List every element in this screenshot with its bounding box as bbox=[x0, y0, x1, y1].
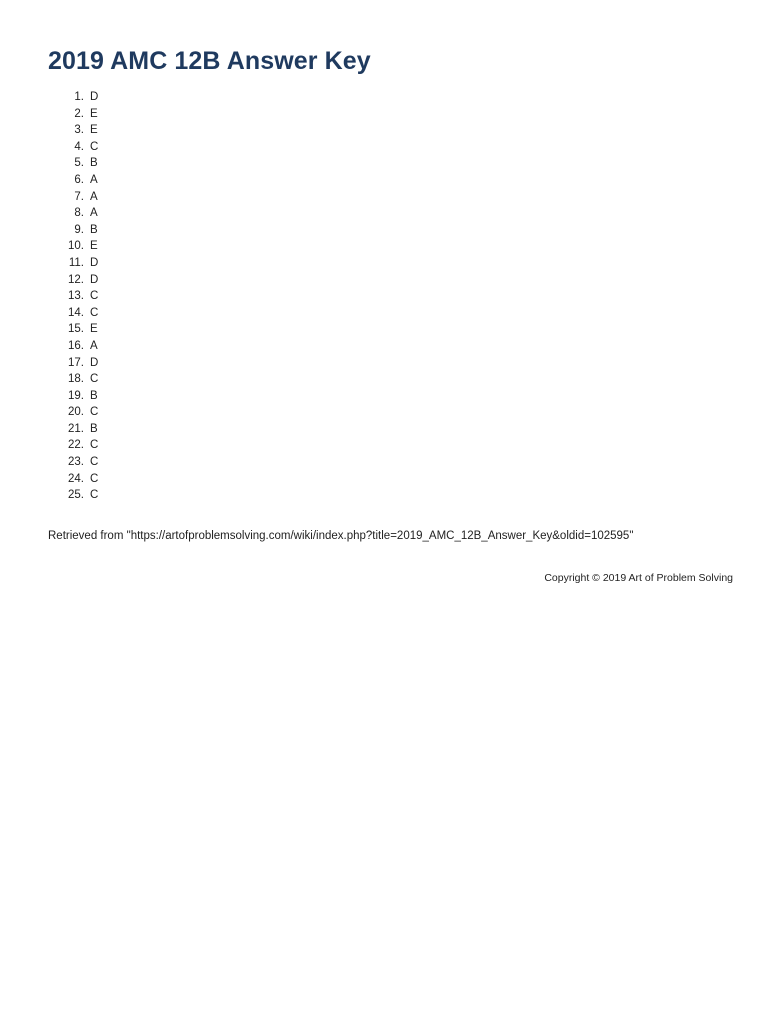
answer-item bbox=[48, 139, 98, 156]
answer-item bbox=[48, 288, 98, 305]
answer-number: 23. bbox=[68, 456, 84, 469]
answer-number: 10. bbox=[68, 240, 84, 253]
answer-item bbox=[48, 272, 98, 289]
answer-letter: B bbox=[90, 389, 98, 402]
answer-number: 2. bbox=[74, 107, 84, 120]
answer-letter: A bbox=[90, 173, 98, 186]
answer-number: 5. bbox=[74, 157, 84, 170]
answer-item bbox=[48, 487, 98, 504]
answer-number: 6. bbox=[74, 173, 84, 186]
answer-item bbox=[48, 321, 98, 338]
answer-number: 13. bbox=[68, 290, 84, 303]
answer-number: 12. bbox=[68, 273, 84, 286]
answer-number: 25. bbox=[68, 489, 84, 502]
answer-letter: D bbox=[90, 91, 99, 103]
answer-number: 17. bbox=[68, 356, 84, 369]
answer-number: 11. bbox=[68, 256, 84, 269]
answer-item bbox=[48, 421, 98, 438]
answer-number: 15. bbox=[68, 323, 84, 336]
answer-letter: C bbox=[90, 306, 99, 319]
answer-letter: A bbox=[90, 207, 98, 220]
answer-letter: C bbox=[90, 456, 99, 469]
answer-item bbox=[48, 355, 98, 372]
answer-number: 14. bbox=[68, 306, 84, 319]
answer-letter: B bbox=[90, 422, 98, 435]
answer-item bbox=[48, 255, 98, 272]
answer-number: 1. bbox=[74, 91, 84, 103]
answer-letter: A bbox=[90, 339, 98, 352]
answer-letter: E bbox=[90, 323, 98, 336]
answer-letter: D bbox=[90, 256, 99, 269]
answer-letter: A bbox=[90, 190, 98, 203]
answer-item bbox=[48, 222, 98, 239]
answer-letter: D bbox=[90, 356, 99, 369]
answer-letter: C bbox=[90, 406, 99, 419]
answer-item bbox=[48, 172, 98, 189]
answer-letter: E bbox=[90, 107, 98, 120]
answer-number: 19. bbox=[68, 389, 84, 402]
answer-letter: C bbox=[90, 140, 99, 153]
answer-number: 24. bbox=[68, 472, 84, 485]
answer-item bbox=[48, 205, 98, 222]
answer-letter: C bbox=[90, 439, 99, 452]
answer-item bbox=[48, 404, 98, 421]
answer-item bbox=[48, 122, 98, 139]
copyright-notice: Copyright © 2019 Art of Problem Solving bbox=[544, 572, 733, 584]
answer-letter: E bbox=[90, 124, 98, 137]
answer-number: 22. bbox=[68, 439, 84, 452]
answer-item bbox=[48, 454, 98, 471]
answer-item bbox=[48, 471, 98, 488]
answer-list bbox=[48, 89, 98, 504]
answer-number: 21. bbox=[68, 422, 84, 435]
answer-item bbox=[48, 371, 98, 388]
answer-number: 7. bbox=[74, 190, 84, 203]
answer-letter: E bbox=[90, 240, 98, 253]
answer-number: 18. bbox=[68, 373, 84, 386]
answer-letter: C bbox=[90, 373, 99, 386]
answer-number: 20. bbox=[68, 406, 84, 419]
answer-item bbox=[48, 305, 98, 322]
answer-item bbox=[48, 388, 98, 405]
answer-number: 16. bbox=[68, 339, 84, 352]
answer-letter: D bbox=[90, 273, 99, 286]
answer-letter: B bbox=[90, 157, 98, 170]
answer-letter: C bbox=[90, 472, 99, 485]
answer-item bbox=[48, 106, 98, 123]
answer-item bbox=[48, 155, 98, 172]
page-title: 2019 AMC 12B Answer Key bbox=[48, 47, 371, 75]
answer-number: 3. bbox=[74, 124, 84, 137]
answer-letter: C bbox=[90, 290, 99, 303]
answer-item bbox=[48, 338, 98, 355]
answer-item bbox=[48, 437, 98, 454]
answer-letter: C bbox=[90, 489, 99, 502]
answer-item bbox=[48, 238, 98, 255]
answer-item bbox=[48, 89, 98, 106]
answer-item bbox=[48, 189, 98, 206]
answer-number: 9. bbox=[74, 223, 84, 236]
answer-letter: B bbox=[90, 223, 98, 236]
answer-number: 8. bbox=[74, 207, 84, 220]
answer-number: 4. bbox=[74, 140, 84, 153]
retrieved-from-note: Retrieved from "https://artofproblemsolving.com/wiki/index.php?title=2019_AMC_12B_Answer_Key&oldid=102595" bbox=[48, 530, 634, 542]
